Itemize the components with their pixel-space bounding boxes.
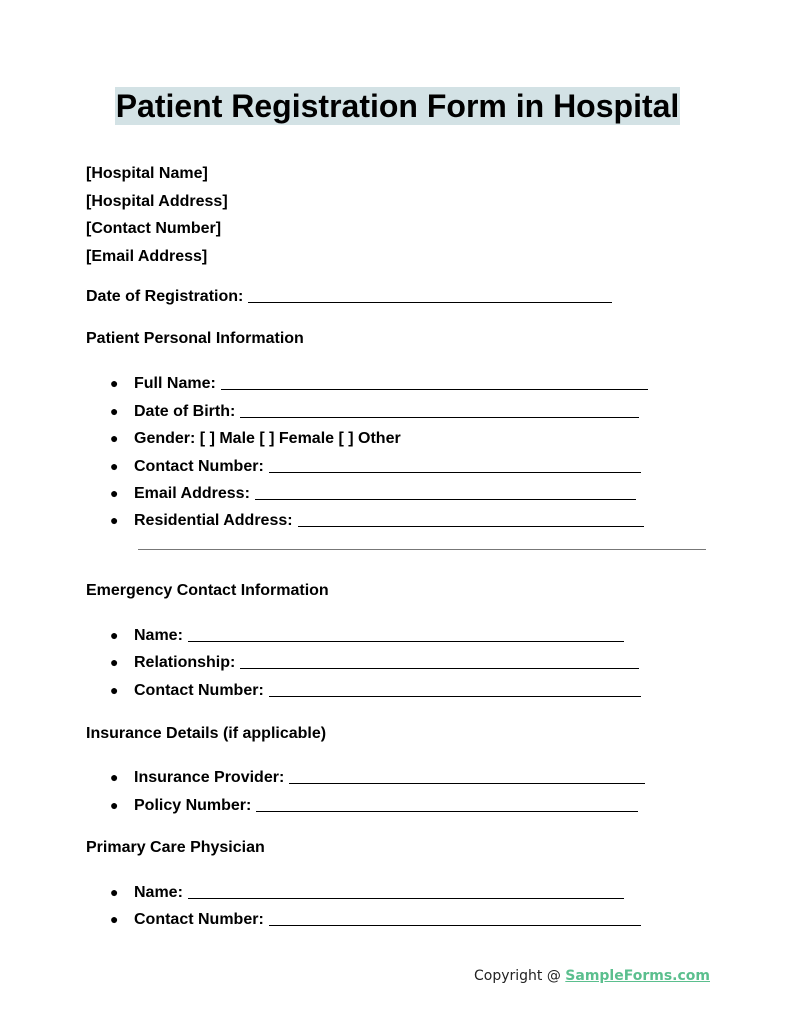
field-emergency-relationship	[110, 652, 639, 673]
field-label: Name:	[134, 627, 183, 644]
section-title-patient-personal-information: Patient Personal Information	[86, 330, 304, 347]
bullet-icon: ●	[110, 375, 119, 391]
emergency-name-field[interactable]	[188, 627, 624, 642]
bullet-icon: ●	[110, 769, 119, 785]
field-physician-contact-number	[110, 909, 641, 930]
residential-address-second-line[interactable]	[138, 549, 706, 550]
bullet-icon: ●	[110, 458, 119, 474]
bullet-icon: ●	[110, 485, 119, 501]
section-title-primary-care-physician: Primary Care Physician	[86, 839, 265, 856]
hospital-header	[86, 160, 228, 270]
bullet-icon: ●	[110, 627, 119, 643]
field-label: Residential Address:	[134, 512, 293, 529]
hospital-address: [Hospital Address]	[86, 192, 228, 210]
field-emergency-contact-number	[110, 680, 641, 701]
bullet-icon: ●	[110, 797, 119, 813]
emergency-contact-number-field[interactable]	[269, 682, 641, 697]
copyright-footer	[474, 968, 710, 984]
page-title: Patient Registration Form in Hospital	[115, 88, 680, 124]
section-title-insurance-details: Insurance Details (if applicable)	[86, 725, 327, 742]
field-date-of-birth	[110, 401, 639, 422]
field-label: Name:	[134, 884, 183, 901]
residential-address-field[interactable]	[298, 512, 644, 527]
policy-number-field[interactable]	[256, 797, 638, 812]
field-label: Contact Number:	[134, 458, 264, 475]
emergency-relationship-field[interactable]	[240, 654, 639, 669]
field-physician-name	[110, 882, 624, 903]
title-wrapper	[0, 87, 795, 125]
physician-contact-number-field[interactable]	[269, 911, 641, 926]
field-full-name	[110, 373, 648, 394]
hospital-contact-number: [Contact Number]	[86, 220, 222, 237]
field-label: Contact Number:	[134, 682, 264, 699]
field-policy-number	[110, 795, 638, 816]
hospital-email-address: [Email Address]	[86, 247, 208, 265]
section-title-emergency-contact: Emergency Contact Information	[86, 582, 329, 599]
field-emergency-name	[110, 625, 624, 646]
date-of-birth-field[interactable]	[240, 403, 639, 418]
bullet-icon: ●	[110, 884, 119, 900]
insurance-provider-field[interactable]	[289, 769, 645, 784]
bullet-icon: ●	[110, 911, 119, 927]
field-insurance-provider	[110, 767, 645, 788]
field-label: Full Name:	[134, 375, 216, 392]
bullet-icon: ●	[110, 430, 119, 446]
physician-name-field[interactable]	[188, 884, 624, 899]
gender-options[interactable]: Gender: [ ] Male [ ] Female [ ] Other	[134, 430, 401, 447]
contact-number-field[interactable]	[269, 458, 641, 473]
bullet-icon: ●	[110, 403, 119, 419]
email-address-field[interactable]	[255, 485, 636, 500]
field-contact-number	[110, 456, 641, 477]
field-label: Email Address:	[134, 485, 250, 502]
field-label: Insurance Provider:	[134, 769, 285, 786]
bullet-icon: ●	[110, 682, 119, 698]
hospital-name: [Hospital Name]	[86, 165, 208, 182]
field-label: Policy Number:	[134, 797, 252, 814]
full-name-field[interactable]	[221, 375, 648, 390]
field-email-address	[110, 483, 636, 504]
field-label: Relationship:	[134, 654, 236, 671]
field-gender	[110, 428, 401, 449]
date-of-registration-field[interactable]	[248, 288, 612, 303]
sampleforms-link[interactable]: SampleForms.com	[565, 968, 710, 984]
bullet-icon: ●	[110, 512, 119, 528]
date-of-registration-row	[86, 286, 612, 307]
field-label: Date of Birth:	[134, 403, 236, 420]
field-residential-address	[110, 510, 644, 531]
bullet-icon: ●	[110, 654, 119, 670]
field-label: Contact Number:	[134, 911, 264, 928]
copyright-text: Copyright @	[473, 968, 566, 984]
date-of-registration-label: Date of Registration:	[86, 288, 244, 305]
